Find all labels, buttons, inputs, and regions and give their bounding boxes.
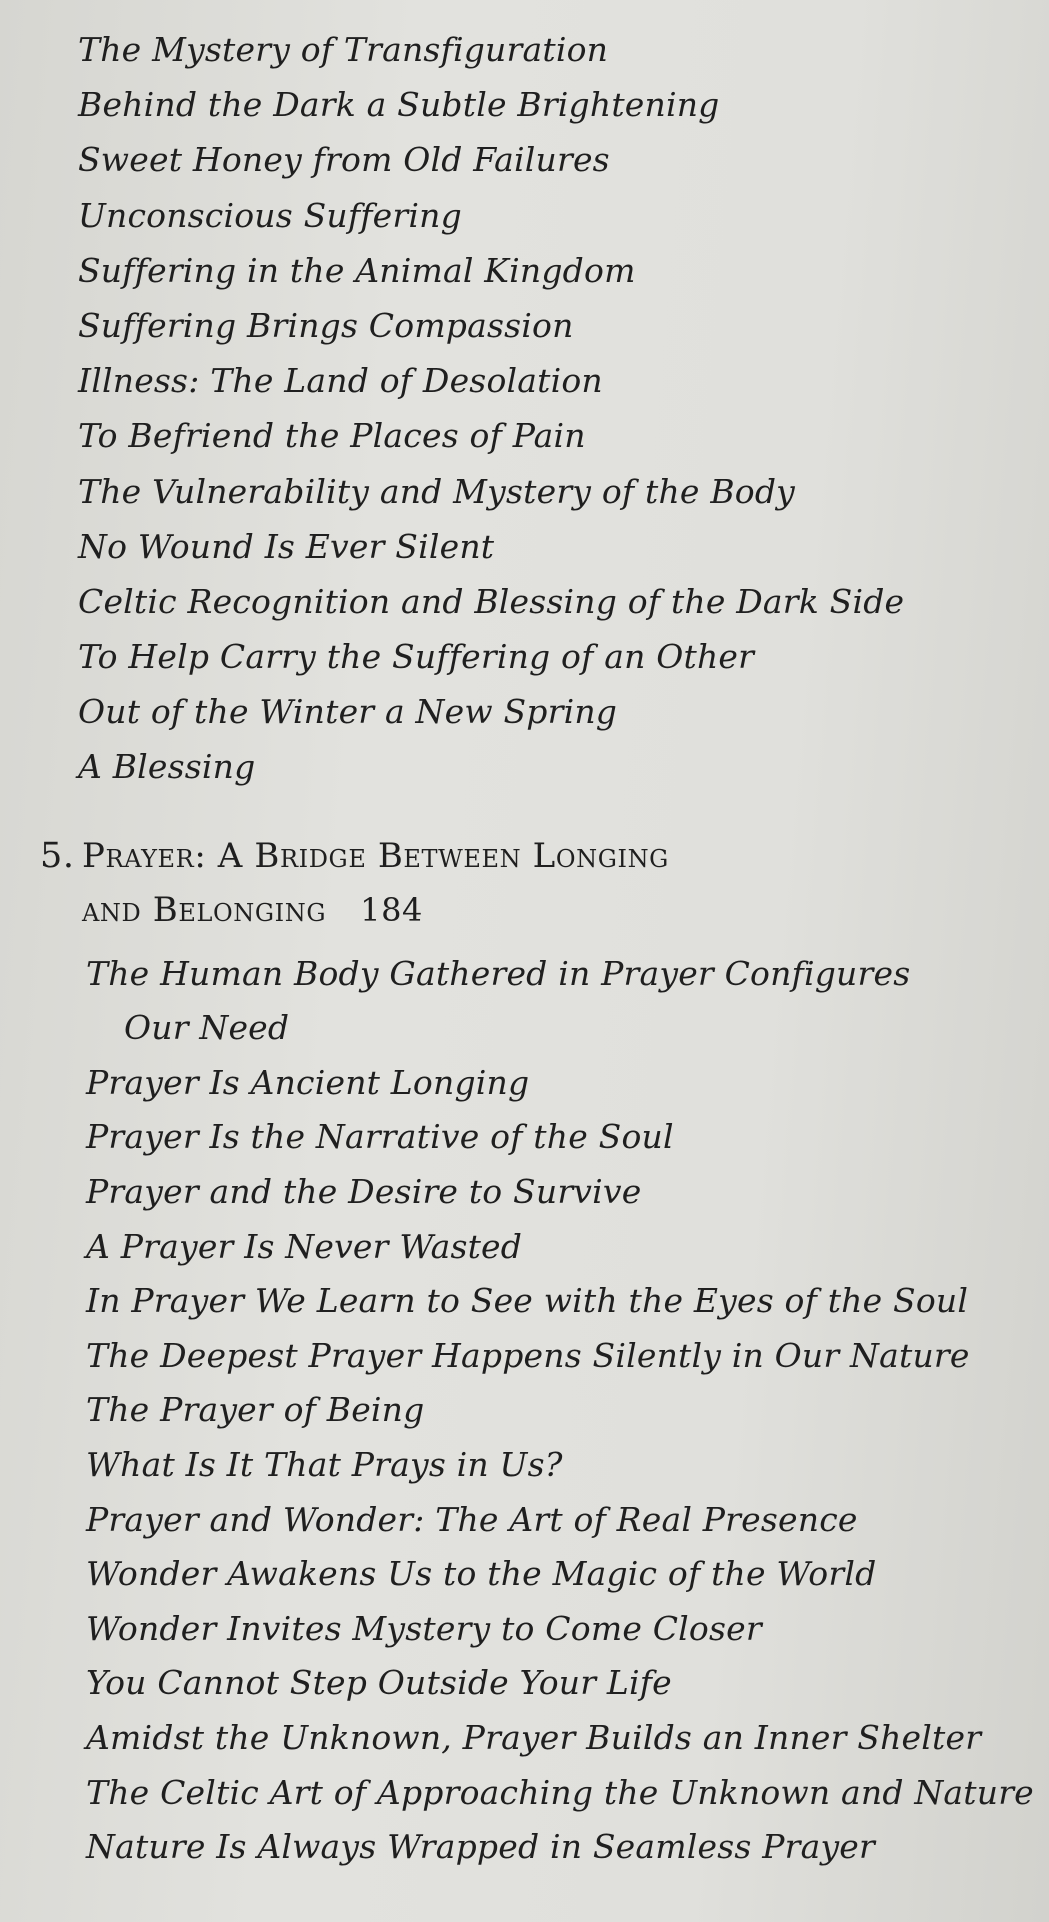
toc-entry: Suffering in the Animal Kingdom: [78, 250, 636, 290]
toc-entry: To Befriend the Places of Pain: [78, 416, 586, 456]
toc-entry: The Celtic Art of Approaching the Unknown and Nature: [86, 1772, 1034, 1812]
chapter-heading-line-2: [40, 883, 1049, 937]
toc-entry: What Is It That Prays in Us?: [86, 1444, 563, 1484]
toc-entry: Prayer Is Ancient Longing: [86, 1062, 530, 1102]
chapter-title: Prayer: A Bridge Between Longing: [82, 835, 669, 876]
toc-entry: The Vulnerability and Mystery of the Body: [78, 471, 796, 511]
toc-entry: Behind the Dark a Subtle Brightening: [78, 85, 720, 125]
toc-entry: Sweet Honey from Old Failures: [78, 140, 610, 180]
toc-entry: Celtic Recognition and Blessing of the Dark Side: [78, 581, 905, 621]
toc-entry: In Prayer We Learn to See with the Eyes of the Soul: [86, 1281, 969, 1321]
toc-entry: Prayer Is the Narrative of the Soul: [86, 1117, 674, 1157]
toc-entry: Suffering Brings Compassion: [78, 305, 574, 345]
toc-entry-continued: Our Need: [124, 1008, 290, 1048]
chapter-heading-line-1: [40, 829, 1049, 883]
toc-entry: No Wound Is Ever Silent: [78, 526, 495, 566]
toc-entry: Unconscious Suffering: [78, 195, 462, 235]
toc-entry: Amidst the Unknown, Prayer Builds an Inner Shelter: [86, 1717, 982, 1757]
toc-section-entries: [0, 22, 1049, 795]
toc-entry: The Mystery of Transfiguration: [78, 30, 609, 69]
toc-entry: To Help Carry the Suffering of an Other: [78, 637, 755, 677]
toc-entry: The Prayer of Being: [86, 1390, 425, 1430]
toc-entry: Wonder Awakens Us to the Magic of the World: [86, 1554, 877, 1594]
toc-entry: Wonder Invites Mystery to Come Closer: [86, 1608, 762, 1648]
toc-entry: A Blessing: [78, 747, 256, 787]
toc-entry: Prayer and the Desire to Survive: [86, 1172, 642, 1211]
chapter-entries: [0, 947, 1049, 1875]
chapter-number: 5.: [40, 835, 75, 876]
toc-entry: A Prayer Is Never Wasted: [86, 1226, 523, 1266]
chapter-title-continued: and Belonging: [82, 889, 327, 930]
toc-entry: Illness: The Land of Desolation: [78, 361, 603, 401]
toc-entry: Prayer and Wonder: The Art of Real Presence: [86, 1499, 858, 1539]
toc-entry: The Deepest Prayer Happens Silently in Our Nature: [86, 1335, 970, 1375]
toc-entry: The Human Body Gathered in Prayer Configures: [86, 953, 911, 993]
toc-entry: Out of the Winter a New Spring: [78, 692, 618, 732]
toc-entry: You Cannot Step Outside Your Life: [86, 1663, 672, 1703]
toc-entry: Nature Is Always Wrapped in Seamless Prayer: [86, 1827, 876, 1867]
chapter-page-number: 184: [360, 890, 424, 929]
chapter-heading: [0, 829, 1049, 937]
